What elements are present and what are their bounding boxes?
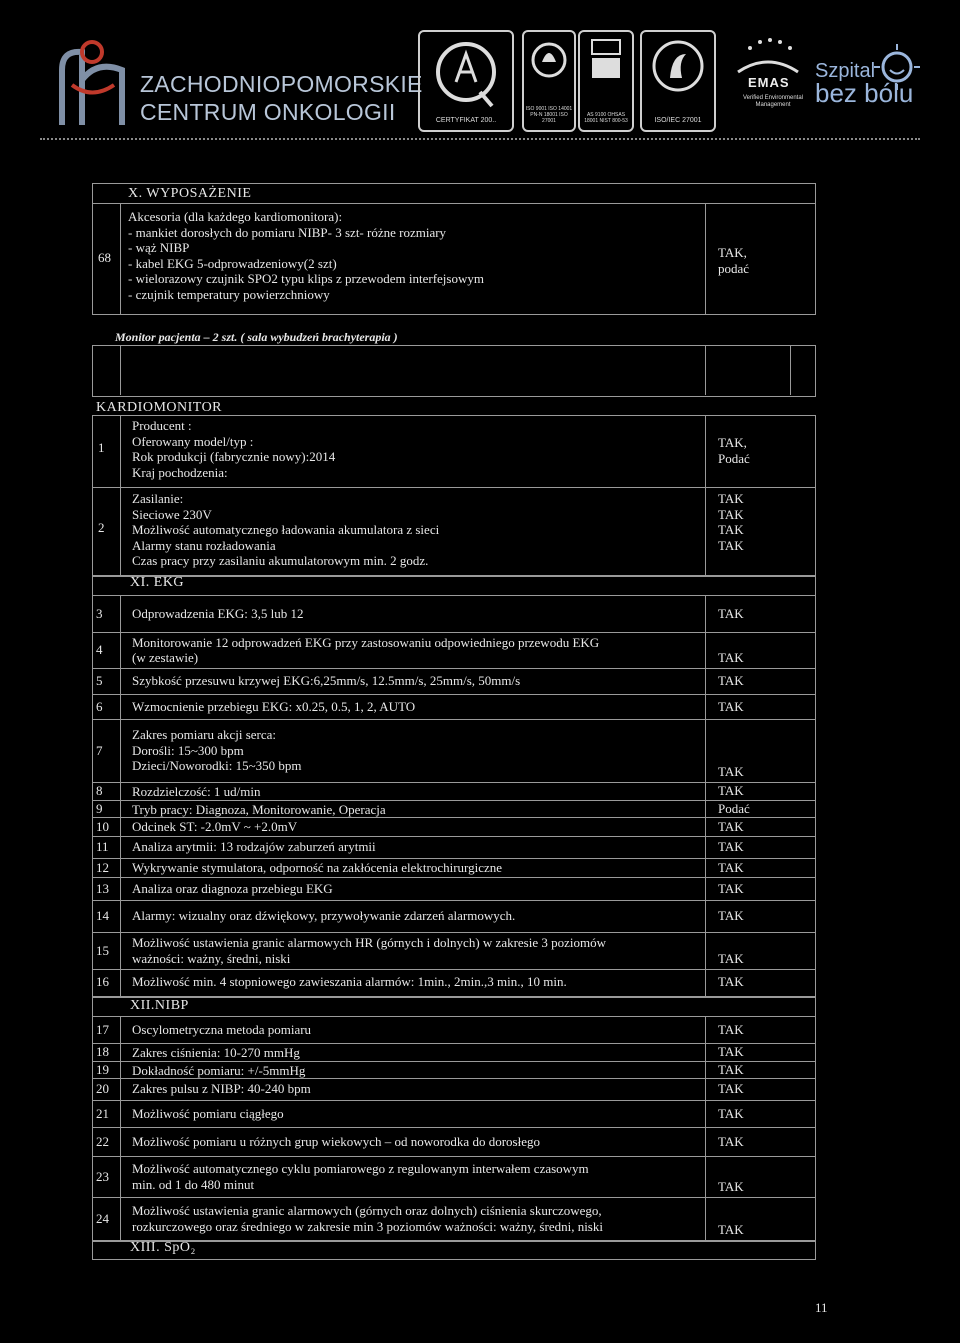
row-number: 16 <box>96 974 109 990</box>
cert-badge-iso: ISO 9001 ISO 14001 PN-N 18001 ISO 27001 <box>522 30 576 132</box>
iso27001-seal-icon <box>642 32 714 102</box>
cert-badge-iso27001: ISO/IEC 27001 <box>640 30 716 132</box>
row-description: Oscylometryczna metoda pomiaru <box>132 1021 312 1037</box>
divider <box>92 694 816 695</box>
divider <box>92 595 816 596</box>
row-value: TAK <box>718 908 744 924</box>
emas-subtitle: Verified Environmental Management <box>742 95 804 108</box>
pca-accreditation-icon <box>580 32 632 92</box>
table-header-row <box>92 345 816 397</box>
row-description: Tryb pracy: Diagnoza, Monitorowanie, Operacja <box>132 802 386 817</box>
divider <box>92 932 816 933</box>
row-value: TAK <box>718 839 744 855</box>
row-value: TAK <box>718 1081 744 1097</box>
row-number: 9 <box>96 800 103 816</box>
divider <box>92 1061 816 1062</box>
row-value: TAK, podać <box>718 245 750 276</box>
row-value: TAK <box>718 764 744 779</box>
row-number: 11 <box>96 839 109 855</box>
row-description: Możliwość pomiaru ciągłego <box>132 1105 284 1121</box>
row-number: 5 <box>96 673 103 689</box>
divider <box>120 203 121 314</box>
row-number: 68 <box>98 250 111 265</box>
divider <box>120 595 121 997</box>
divider <box>92 1100 816 1101</box>
row-value: TAK TAK TAK TAK <box>718 491 744 553</box>
divider <box>120 1016 121 1242</box>
row-description: Zakres ciśnienia: 10-270 mmHg <box>132 1045 300 1060</box>
row-description: Wykrywanie stymulatora, odporność na zakłócenia elektrochirurgiczne <box>132 860 503 875</box>
divider <box>92 719 816 720</box>
row-value: Podać <box>718 800 750 816</box>
row-number: 22 <box>96 1133 109 1149</box>
row-number: 4 <box>96 642 103 658</box>
row-description: Odprowadzenia EKG: 3,5 lub 12 <box>132 605 304 621</box>
row-number: 8 <box>96 783 103 799</box>
section-title-nibp: XII.NIBP <box>130 998 189 1013</box>
emas-label: EMAS <box>748 75 790 90</box>
row-description: Odcinek ST: -2.0mV ~ +2.0mV <box>132 819 298 834</box>
divider <box>92 817 816 818</box>
row-number: 6 <box>96 698 103 714</box>
row-value: TAK <box>718 1222 744 1237</box>
divider <box>92 668 816 669</box>
row-number: 18 <box>96 1044 109 1060</box>
section-title-spo2: XIII. SpO₂ <box>130 1240 196 1255</box>
row-number: 21 <box>96 1105 109 1121</box>
divider <box>92 203 816 204</box>
iso-seal-icon <box>524 32 574 92</box>
spital-bez-bolu: Szpital bez bólu <box>815 60 914 108</box>
row-value: TAK <box>718 974 744 990</box>
divider <box>705 203 706 314</box>
row-description: Możliwość pomiaru u różnych grup wiekowych – od noworodka do dorosłego <box>132 1133 540 1149</box>
row-value: TAK <box>718 650 744 665</box>
row-value: TAK <box>718 818 744 834</box>
row-number: 1 <box>98 440 105 455</box>
row-description: Szybkość przesuwu krzywej EKG:6,25mm/s, 12.5mm/s, 25mm/s, 50mm/s <box>132 673 521 689</box>
page-number: 11 <box>815 1300 828 1315</box>
divider <box>92 1016 816 1017</box>
row-value: TAK <box>718 1021 744 1037</box>
row-value: TAK <box>718 880 744 896</box>
row-value: TAK <box>718 1044 744 1060</box>
section-title-ekg: XI. EKG <box>130 575 185 590</box>
divider <box>705 595 706 997</box>
divider <box>92 782 816 783</box>
divider <box>92 836 816 837</box>
row-number: 7 <box>96 742 103 758</box>
divider <box>92 969 816 970</box>
row-number: 14 <box>96 908 109 924</box>
row-value: TAK, Podać <box>718 435 750 466</box>
divider <box>92 877 816 878</box>
row-number: 19 <box>96 1061 109 1077</box>
row-number: 13 <box>96 880 109 896</box>
cert-badge-q: CERTYFIKAT 200.. <box>418 30 514 132</box>
row-description: Możliwość ustawienia granic alarmowych HR (górnych i dolnych) w zakresie 3 poziomów ważności: ważny, średni, niski <box>132 935 607 966</box>
row-description: Rozdzielczość: 1 ud/min <box>132 784 261 799</box>
row-description: Alarmy: wizualny oraz dźwiękowy, przywoływanie zdarzeń alarmowych. <box>132 908 516 924</box>
row-number: 20 <box>96 1081 109 1097</box>
row-value: TAK <box>718 783 744 799</box>
row-description: Możliwość ustawienia granic alarmowych (górnych oraz dolnych) ciśnienia skurczowego, rozkurczowego oraz średniego w zakresie min 3 poziomów ważności: ważny, średni, niski <box>132 1203 603 1234</box>
cert-badge-pca: AS 9100 OHSAS 18001 NIST 800-53 <box>578 30 634 132</box>
page-header <box>0 0 960 150</box>
row-value: TAK <box>718 1133 744 1149</box>
row-number: 15 <box>96 942 109 958</box>
row-description: Analiza arytmii: 13 rodzajów zaburzeń arytmii <box>132 839 376 855</box>
row-value: TAK <box>718 951 744 966</box>
section-title-wyposazenie: X. WYPOSAŻENIE <box>128 186 252 201</box>
divider <box>92 1078 816 1079</box>
row-value: TAK <box>718 605 744 621</box>
divider <box>705 415 706 577</box>
row-value: TAK <box>718 1105 744 1121</box>
row-value: TAK <box>718 859 744 875</box>
organization-name: ZACHODNIOPOMORSKIE CENTRUM ONKOLOGII <box>140 71 423 125</box>
row-number: 17 <box>96 1021 109 1037</box>
divider <box>705 1016 706 1242</box>
monitor-caption: Monitor pacjenta – 2 szt. ( sala wybudzeń brachyterapia ) <box>115 330 398 344</box>
row-value: TAK <box>718 698 744 714</box>
section-title-kardiomonitor: KARDIOMONITOR <box>96 400 223 415</box>
row-value: TAK <box>718 673 744 689</box>
row-number: 23 <box>96 1168 109 1184</box>
row-number: 3 <box>96 605 103 621</box>
row-number: 12 <box>96 859 109 875</box>
divider <box>92 1197 816 1198</box>
row-value: TAK <box>718 1061 744 1077</box>
row-description: Możliwość automatycznego cyklu pomiarowego z regulowanym interwałem czasowym min. od 1 do 480 minut <box>132 1161 589 1192</box>
row-description: Producent : Oferowany model/typ : Rok produkcji (fabrycznie nowy):2014 Kraj pochodzenia: <box>132 418 336 480</box>
divider <box>92 632 816 633</box>
row-description: Analiza oraz diagnoza przebiegu EKG <box>132 880 333 896</box>
header-divider <box>40 138 920 140</box>
divider <box>790 345 791 395</box>
row-description: Zakres pomiaru akcji serca: Dorośli: 15~300 bpm Dzieci/Noworodki: 15~350 bpm <box>132 727 302 774</box>
row-value: TAK <box>718 1179 744 1194</box>
divider <box>92 487 816 488</box>
row-description: Zasilanie: Sieciowe 230V Możliwość automatycznego ładowania akumulatora z sieci Alarmy stanu rozładowania Czas pracy przy zasilaniu akumulatorowym min. 2 godz. <box>132 491 440 568</box>
divider <box>92 800 816 801</box>
row-description: Akcesoria (dla każdego kardiomonitora): - mankiet dorosłych do pomiaru NIBP- 3 szt- różne rozmiary - wąż NIBP - kabel EKG 5-odprowadzeniowy(2 szt) - wielorazowy czujnik SPO2 typu klips z przewodem interfejsowym - czujnik temperatury powierzchniowy <box>128 209 484 302</box>
divider <box>120 345 121 395</box>
row-number: 2 <box>98 520 105 535</box>
row-description: Monitorowanie 12 odprowadzeń EKG przy zastosowaniu odpowiedniego przewodu EKG (w zestawie) <box>132 634 600 665</box>
divider <box>92 1156 816 1157</box>
row-description: Dokładność pomiaru: +/-5mmHg <box>132 1063 306 1078</box>
divider <box>92 1043 816 1044</box>
row-description: Wzmocnienie przebiegu EKG: x0.25, 0.5, 1, 2, AUTO <box>132 698 416 714</box>
divider <box>92 1127 816 1128</box>
row-description: Zakres pulsu z NIBP: 40-240 bpm <box>132 1081 311 1097</box>
row-number: 10 <box>96 818 109 834</box>
divider <box>92 900 816 901</box>
row-number: 24 <box>96 1210 109 1226</box>
divider <box>120 415 121 577</box>
spo2-table <box>92 1240 816 1260</box>
oncology-center-logo <box>52 30 132 130</box>
quality-q-icon <box>420 32 512 112</box>
row-description: Możliwość min. 4 stopniowego zawieszania alarmów: 1min., 2min.,3 min., 10 min. <box>132 974 567 990</box>
divider <box>705 345 706 395</box>
divider <box>92 858 816 859</box>
